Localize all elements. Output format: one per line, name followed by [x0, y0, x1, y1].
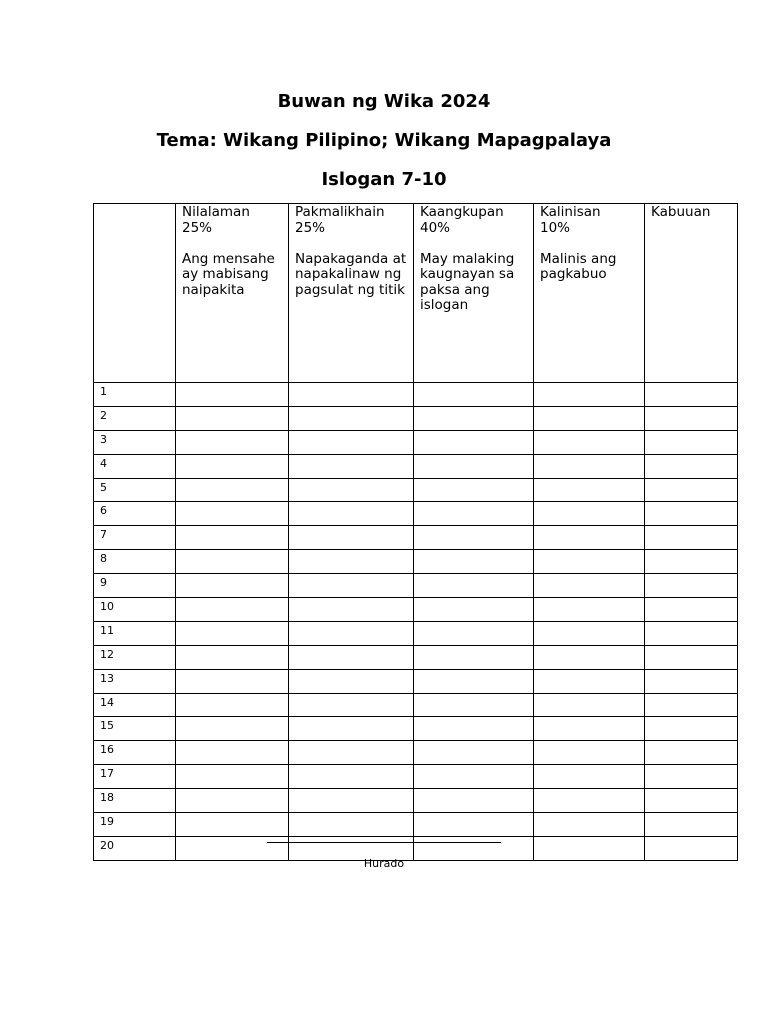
score-cell: [289, 430, 414, 454]
row-number: 5: [94, 478, 176, 502]
row-number: 17: [94, 765, 176, 789]
score-cell: [645, 574, 738, 598]
score-cell: [176, 789, 289, 813]
score-cell: [176, 669, 289, 693]
score-cell: [176, 574, 289, 598]
score-cell: [414, 574, 534, 598]
score-cell: [289, 741, 414, 765]
score-cell: [414, 621, 534, 645]
row-number: 12: [94, 645, 176, 669]
score-cell: [414, 813, 534, 837]
score-cell: [414, 645, 534, 669]
table-row: [94, 789, 738, 813]
table-row: [94, 717, 738, 741]
document-theme: Tema: Wikang Pilipino; Wikang Mapagpalaya: [156, 130, 612, 151]
row-number: 7: [94, 526, 176, 550]
score-cell: [534, 789, 645, 813]
criterion-weight: 25%: [295, 219, 326, 236]
score-cell: [176, 430, 289, 454]
score-cell: [534, 598, 645, 622]
score-cell: [414, 669, 534, 693]
rubric-header-row: [94, 204, 738, 383]
row-number: 15: [94, 717, 176, 741]
score-cell: [414, 526, 534, 550]
criterion-description: May malaking kaugnayan sa paksa ang islogan: [420, 250, 515, 313]
score-cell: [176, 813, 289, 837]
score-cell: [176, 406, 289, 430]
signature-line: [267, 842, 501, 843]
score-cell: [414, 717, 534, 741]
table-row: [94, 813, 738, 837]
rubric-header-pakmalikhain: [289, 204, 414, 383]
score-cell: [534, 478, 645, 502]
criterion-description: Ang mensahe ay mabisang naipakita: [182, 250, 275, 298]
score-cell: [176, 621, 289, 645]
score-cell: [289, 717, 414, 741]
row-number: 11: [94, 621, 176, 645]
table-row: [94, 430, 738, 454]
score-cell: [534, 430, 645, 454]
row-number: 8: [94, 550, 176, 574]
score-cell: [289, 406, 414, 430]
score-cell: [414, 693, 534, 717]
score-cell: [289, 621, 414, 645]
score-cell: [176, 741, 289, 765]
score-cell: [414, 550, 534, 574]
score-cell: [414, 741, 534, 765]
score-cell: [645, 383, 738, 407]
score-cell: [534, 406, 645, 430]
row-number: 3: [94, 430, 176, 454]
criterion-description: Napakaganda at napakalinaw ng pagsulat ng titik: [295, 250, 407, 298]
table-row: [94, 741, 738, 765]
score-cell: [414, 789, 534, 813]
score-cell: [289, 598, 414, 622]
score-cell: [645, 502, 738, 526]
score-cell: [176, 478, 289, 502]
score-cell: [414, 765, 534, 789]
row-number: 14: [94, 693, 176, 717]
table-row: [94, 478, 738, 502]
score-cell: [534, 502, 645, 526]
row-number: 18: [94, 789, 176, 813]
criterion-weight: 25%: [182, 219, 213, 236]
score-cell: [289, 502, 414, 526]
score-cell: [645, 693, 738, 717]
table-row: [94, 406, 738, 430]
row-number: 20: [94, 836, 176, 860]
row-number: 19: [94, 813, 176, 837]
table-row: [94, 574, 738, 598]
table-row: [94, 669, 738, 693]
table-row: [94, 765, 738, 789]
rubric-header-nilalaman: [176, 204, 289, 383]
score-cell: [645, 789, 738, 813]
score-cell: [645, 717, 738, 741]
criterion-name: Pakmalikhain: [295, 204, 385, 220]
row-number: 6: [94, 502, 176, 526]
rubric-header-kalinisan: [534, 204, 645, 383]
score-cell: [289, 645, 414, 669]
score-cell: [645, 526, 738, 550]
score-cell: [176, 550, 289, 574]
score-cell: [289, 574, 414, 598]
score-cell: [534, 765, 645, 789]
score-cell: [176, 598, 289, 622]
score-cell: [534, 454, 645, 478]
score-cell: [289, 526, 414, 550]
score-cell: [645, 430, 738, 454]
score-cell: [289, 550, 414, 574]
score-cell: [289, 693, 414, 717]
table-row: [94, 454, 738, 478]
score-cell: [534, 526, 645, 550]
score-cell: [176, 526, 289, 550]
score-cell: [414, 478, 534, 502]
document-subtitle: Islogan 7-10: [321, 169, 447, 190]
score-cell: [289, 789, 414, 813]
criterion-name: Kaangkupan: [420, 204, 504, 220]
table-row: [94, 693, 738, 717]
criterion-name: Kalinisan: [540, 204, 601, 220]
score-cell: [645, 813, 738, 837]
criterion-weight: 40%: [420, 219, 451, 236]
score-cell: [176, 765, 289, 789]
score-cell: [645, 741, 738, 765]
score-cell: [289, 478, 414, 502]
score-cell: [176, 717, 289, 741]
table-row: [94, 502, 738, 526]
score-cell: [645, 550, 738, 574]
rubric-header-kabuuan: [645, 204, 738, 383]
score-cell: [534, 693, 645, 717]
table-row: [94, 598, 738, 622]
score-cell: [534, 645, 645, 669]
row-number: 4: [94, 454, 176, 478]
rubric-corner-cell: [94, 204, 176, 383]
score-cell: [176, 502, 289, 526]
score-cell: [645, 454, 738, 478]
score-cell: [176, 383, 289, 407]
score-cell: [414, 502, 534, 526]
criterion-name: Nilalaman: [182, 204, 250, 220]
signature-label: Hurado: [363, 857, 405, 870]
score-cell: [645, 478, 738, 502]
document-title: Buwan ng Wika 2024: [277, 91, 491, 112]
score-cell: [414, 454, 534, 478]
score-cell: [645, 765, 738, 789]
score-cell: [645, 645, 738, 669]
score-cell: [414, 430, 534, 454]
score-cell: [176, 693, 289, 717]
score-cell: [289, 454, 414, 478]
row-number: 10: [94, 598, 176, 622]
score-cell: [534, 813, 645, 837]
score-cell: [414, 598, 534, 622]
rubric-body: [94, 383, 738, 861]
score-cell: [414, 383, 534, 407]
score-cell: [645, 621, 738, 645]
rubric-header-kaangkupan: [414, 204, 534, 383]
row-number: 9: [94, 574, 176, 598]
score-cell: [534, 550, 645, 574]
table-row: [94, 383, 738, 407]
score-cell: [414, 406, 534, 430]
score-cell: [176, 645, 289, 669]
row-number: 13: [94, 669, 176, 693]
rubric-table: [93, 203, 738, 861]
score-cell: [534, 669, 645, 693]
table-row: [94, 645, 738, 669]
table-row: [94, 550, 738, 574]
score-cell: [534, 741, 645, 765]
score-cell: [289, 813, 414, 837]
row-number: 16: [94, 741, 176, 765]
criterion-name: Kabuuan: [651, 204, 711, 220]
score-cell: [176, 454, 289, 478]
table-row: [94, 526, 738, 550]
score-cell: [289, 669, 414, 693]
criterion-description: Malinis ang pagkabuo: [540, 250, 617, 282]
score-cell: [645, 598, 738, 622]
score-cell: [289, 383, 414, 407]
criterion-weight: 10%: [540, 219, 571, 236]
score-cell: [534, 574, 645, 598]
score-cell: [534, 383, 645, 407]
score-cell: [645, 406, 738, 430]
score-cell: [645, 669, 738, 693]
score-cell: [534, 717, 645, 741]
row-number: 2: [94, 406, 176, 430]
score-cell: [534, 621, 645, 645]
table-row: [94, 621, 738, 645]
row-number: 1: [94, 383, 176, 407]
score-cell: [289, 765, 414, 789]
